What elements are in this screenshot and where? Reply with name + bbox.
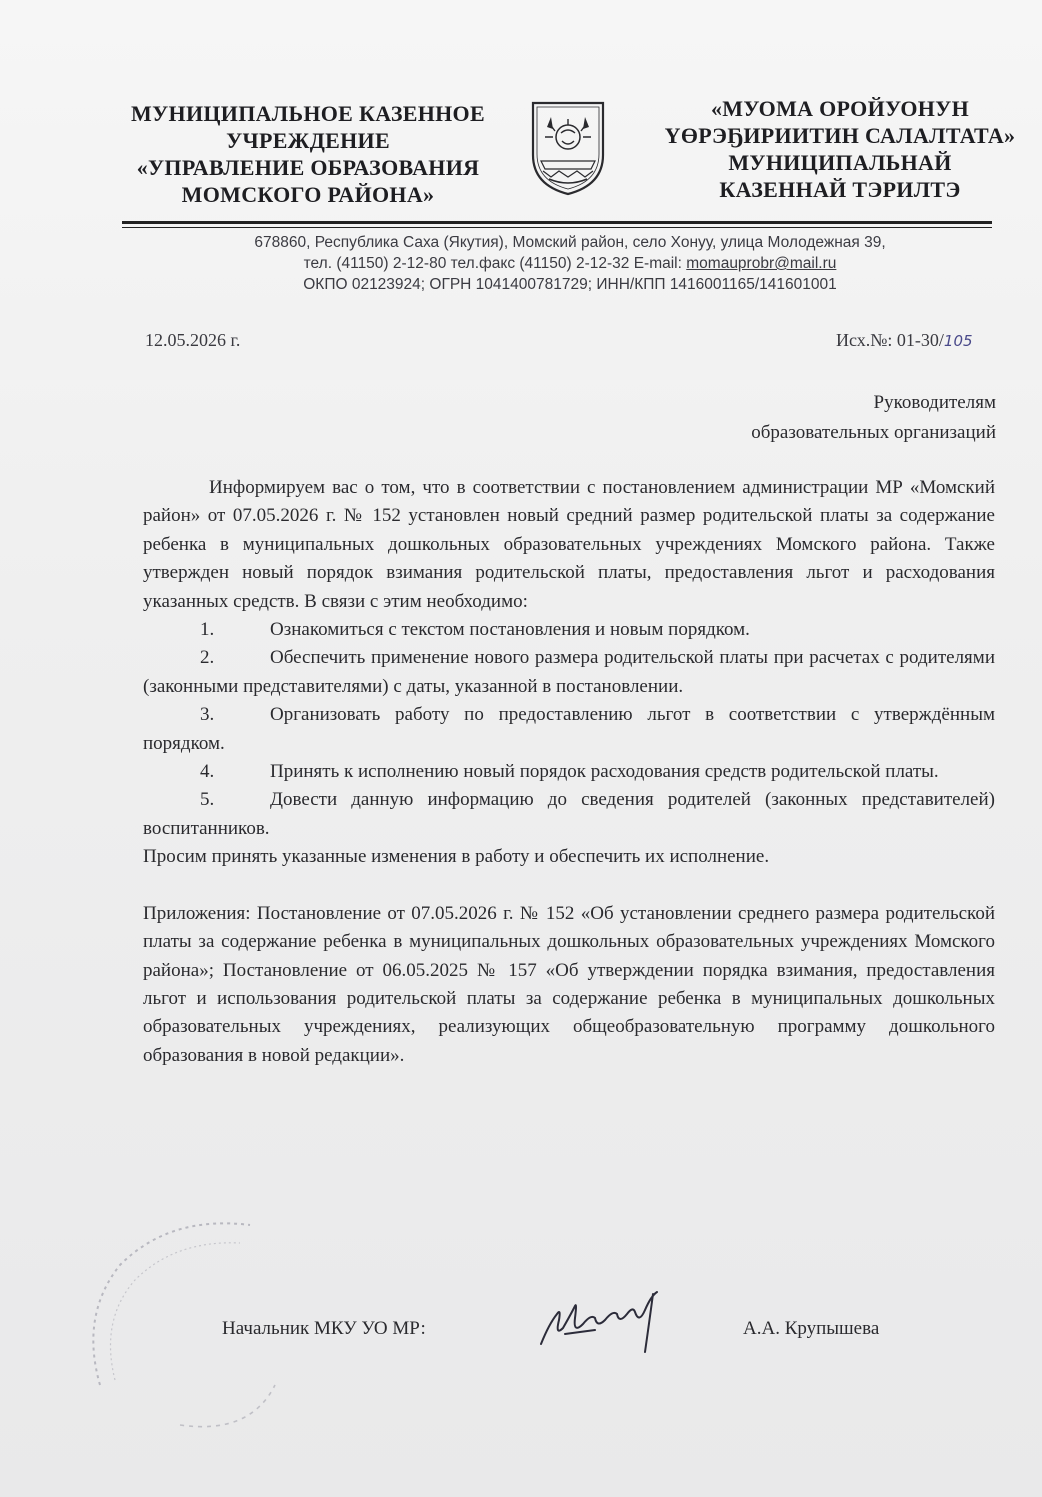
list-item-text: Организовать работу по предоставлению льгот в соответствии с утверждённым порядком. (143, 704, 995, 754)
address-line: 678860, Республика Саха (Якутия), Момский район, село Хонуу, улица Молодежная 39, (254, 234, 886, 251)
handwritten-signature-icon (535, 1284, 685, 1364)
phone-text: тел. (41150) 2-12-80 тел.факс (41150) 2-12-32 E-mail: (303, 255, 687, 272)
contact-block (150, 232, 990, 295)
list-item (143, 644, 995, 701)
list-item (143, 616, 995, 644)
list-item (143, 758, 995, 786)
org-name-line: КАЗЕННАЙ ТЭРИЛТЭ (719, 177, 961, 202)
closing-paragraph: Просим принять указанные изменения в работу и обеспечить их исполнение. (143, 846, 770, 868)
momsky-district-coat-of-arms-icon (527, 97, 609, 197)
addressee-line: Руководителям (873, 392, 996, 413)
header-divider (122, 221, 992, 224)
paragraph-gap (143, 872, 995, 900)
addressee-line: образовательных организаций (751, 422, 996, 443)
signer-name: А.А. Крупышева (743, 1318, 880, 1339)
list-item-text: Принять к исполнению новый порядок расходования средств родительской платы. (270, 761, 939, 783)
org-name-line: МУНИЦИПАЛЬНОЕ КАЗЕННОЕ (131, 101, 485, 126)
list-item-text: Ознакомиться с текстом постановления и новым порядком. (270, 619, 750, 641)
attachments-paragraph: Приложения: Постановление от 07.05.2026 г. № 152 «Об установлении среднего размера родительской платы за содержание ребенка в муниципальных дошкольных образовательных учреждениях Момского района»; Постановление от 06.05.2025 № 157 «Об утверждении порядка взимания, предоставления льгот и использования родительской платы за содержание ребенка в муниципальных дошкольных образовательных учреждениях, реализующих общеобразовательную программу дошкольного образования в новой редакции». (143, 902, 995, 1066)
org-name-russian (118, 100, 498, 208)
outgoing-number-prefix: Исх.№: 01-30/ (836, 330, 944, 350)
org-name-line: ҮӨРЭҔИРИИТИН САЛАЛТАТА» (664, 123, 1016, 148)
list-item-number: 5. (200, 789, 215, 811)
header-divider-thin (122, 227, 992, 228)
org-name-yakut (660, 95, 1020, 203)
list-item-number: 1. (200, 619, 215, 641)
signer-position: Начальник МКУ УО МР: (222, 1318, 426, 1339)
list-item-text: Довести данную информацию до сведения родителей (законных представителей) воспитанников. (143, 789, 995, 839)
org-name-line: МОМСКОГО РАЙОНА» (181, 182, 435, 207)
phone-line (150, 253, 990, 274)
outgoing-number-handwritten: 105 (943, 332, 973, 350)
list-item-text: Обеспечить применение нового размера родительской платы при расчетах с родителями (законными представителями) с даты, указанной в постановлении. (143, 647, 995, 697)
addressee (600, 388, 996, 448)
email-link[interactable]: momauprobr@mail.ru (686, 255, 837, 272)
letter-body (143, 474, 995, 1070)
list-item (143, 701, 995, 758)
registration-codes: ОКПО 02123924; ОГРН 1041400781729; ИНН/КПП 1416001165/141601001 (303, 276, 837, 293)
intro-paragraph: Информируем вас о том, что в соответствии с постановлением администрации МР «Момский район» от 07.05.2026 г. № 152 установлен новый средний размер родительской платы за содержание ребенка в муниципальных дошкольных образовательных учреждениях Момского района. Также утвержден новый порядок взимания родительской платы, предоставления льгот и расходования указанных средств. В связи с этим необходимо: (143, 477, 995, 612)
org-name-line: «УПРАВЛЕНИЕ ОБРАЗОВАНИЯ (136, 155, 480, 180)
letter-date: 12.05.2026 г. (145, 330, 241, 350)
list-item-number: 3. (200, 704, 215, 726)
org-name-line: МУНИЦИПАЛЬНАЙ (728, 150, 952, 175)
org-name-line: УЧРЕЖДЕНИЕ (226, 128, 390, 153)
list-item (143, 786, 995, 843)
org-name-line: «МУОМА ОРОЙУОНУН (710, 96, 970, 121)
list-item-number: 2. (200, 647, 215, 669)
outgoing-number (836, 330, 973, 351)
list-item-number: 4. (200, 761, 215, 783)
